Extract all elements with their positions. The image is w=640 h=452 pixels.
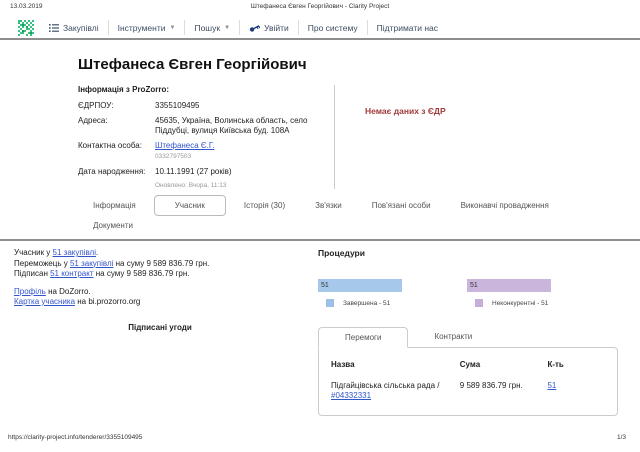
participant-content [0, 248, 640, 416]
main-section [78, 48, 622, 235]
info-row-birthdate [78, 167, 322, 177]
buyer-edrpou-link[interactable]: #04332331 [331, 391, 372, 400]
procedures-section [318, 248, 618, 416]
text: Підписан [14, 269, 51, 278]
wins-tabs [318, 327, 618, 347]
nav-item-login[interactable] [239, 20, 298, 35]
legend-completed [318, 299, 455, 307]
chart-completed [318, 279, 455, 307]
column-header-sum: Сума [459, 360, 481, 369]
info-label: Адреса: [78, 116, 108, 125]
info-section [78, 85, 622, 189]
text: . [95, 248, 99, 257]
info-row-address [78, 116, 322, 136]
nav-item-label: Закупівлі [63, 22, 99, 33]
legend-label: Завершена - 51 [343, 299, 391, 307]
tab-enforcement[interactable]: Виконавчі провадження [460, 201, 549, 210]
birthdate-value: 10.11.1991 (27 років) [155, 167, 232, 176]
text: Учасник у [14, 248, 53, 257]
participant-line [14, 259, 306, 270]
contracts-count-link[interactable]: 51 контракт [50, 269, 94, 278]
legend-swatch-icon [475, 299, 483, 307]
bar-completed: 51 [318, 279, 402, 292]
tab-history[interactable]: Історія (30) [243, 201, 286, 210]
contact-phone: 0332797503 [155, 153, 192, 160]
bi-prozorro-card-link[interactable]: Картка учасника [14, 297, 76, 306]
nav-item-label: Про систему [307, 22, 358, 33]
clarity-logo-icon[interactable] [18, 20, 34, 36]
legend-swatch-icon [326, 299, 334, 307]
nav-item-label: Інструменти [117, 22, 166, 33]
nav-item-about[interactable] [298, 20, 367, 35]
signed-agreements-heading: Підписані угоди [128, 322, 192, 332]
text: на суму 9 589 836.79 грн. [113, 258, 210, 268]
text: Переможець у [14, 258, 70, 268]
edr-status-message: Немає даних з ЄДР [365, 106, 446, 116]
address-value: 45635, Україна, Волинська область, село Піддубці, вулиця Київська буд. 108А [155, 116, 308, 135]
tab-participant[interactable]: Учасник [154, 195, 226, 216]
section-divider [0, 239, 640, 241]
column-header-name: Назва [331, 360, 355, 369]
nav-item-purchases[interactable] [40, 20, 108, 35]
info-label: ЄДРПОУ: [78, 101, 114, 110]
chart-noncompetitive [467, 279, 604, 307]
participant-line [14, 297, 306, 308]
text: на суму 9 589 836.79 грн. [93, 269, 190, 278]
print-footer [8, 434, 626, 441]
wins-panel [318, 327, 618, 416]
updated-timestamp: Оновлено: Вчора, 11:13 [155, 182, 227, 189]
tab-related-persons[interactable]: Пов'язані особи [371, 201, 431, 210]
prozorro-info-block [78, 85, 335, 189]
tab-connections[interactable]: Зв'язки [315, 201, 342, 210]
nav-item-support[interactable] [367, 20, 447, 35]
text: на DoZorro. [45, 286, 91, 296]
info-label: Дата народження: [78, 167, 146, 176]
nav-item-search[interactable] [184, 20, 239, 35]
procedures-charts [318, 279, 618, 307]
info-heading: Інформація з ProZorro: [78, 85, 169, 94]
edrpou-value: 3355109495 [155, 101, 200, 110]
purchases-count-link[interactable]: 51 закупівлі [52, 248, 96, 257]
chevron-down-icon: ▼ [169, 24, 176, 31]
wins-count-link[interactable]: 51 закупівлі [69, 258, 114, 268]
wins-table [331, 354, 605, 403]
participant-line [14, 287, 306, 298]
edr-block [335, 85, 622, 189]
participant-line [14, 269, 306, 280]
nav-item-label: Пошук [194, 22, 221, 33]
buyer-name: Підгайцівська сільська рада / [331, 381, 440, 390]
tab-documents[interactable]: Документи [93, 221, 133, 230]
print-title: Штефанеса Євген Георгійович - Clarity Project [250, 3, 390, 10]
print-header [0, 3, 640, 10]
print-url: https://clarity-project.info/tenderer/3355109495 [8, 434, 143, 441]
legend-label: Неконкурентні - 51 [492, 299, 549, 307]
dozorro-profile-link[interactable]: Профіль [14, 286, 46, 296]
participant-summary [14, 248, 306, 416]
row-sum: 9 589 836.79 грн. [459, 381, 523, 390]
tab-wins[interactable]: Перемоги [318, 327, 408, 348]
nav-item-label: Увійти [264, 22, 289, 33]
contact-person-link[interactable]: Штефанеса Є.Г. [155, 141, 215, 150]
list-icon [49, 24, 59, 32]
wins-table-panel [318, 347, 618, 416]
bar-noncompetitive: 51 [467, 279, 551, 292]
page-title: Штефанеса Євген Георгійович [78, 56, 307, 73]
info-row-edrpou [78, 101, 322, 111]
nav-item-label: Підтримати нас [376, 22, 439, 33]
tab-contracts[interactable]: Контракти [434, 332, 473, 341]
chevron-down-icon: ▼ [224, 24, 231, 31]
column-header-count: К-ть [547, 360, 564, 369]
print-page-number: 1/3 [616, 434, 626, 441]
profile-tabs [78, 195, 622, 235]
procedures-heading: Процедури [318, 248, 365, 258]
table-row [331, 379, 605, 403]
nav-item-tools[interactable] [108, 20, 185, 35]
text: на bi.prozorro.org [75, 297, 141, 306]
legend-noncompetitive [467, 299, 604, 307]
print-date: 13.03.2019 [10, 3, 43, 10]
info-label: Контактна особа: [78, 141, 142, 150]
info-row-contact [78, 141, 322, 162]
tab-information[interactable]: Інформація [93, 201, 136, 210]
row-count-link[interactable]: 51 [547, 381, 557, 390]
key-icon [249, 23, 260, 32]
navbar [0, 17, 640, 40]
participant-line [14, 248, 306, 259]
